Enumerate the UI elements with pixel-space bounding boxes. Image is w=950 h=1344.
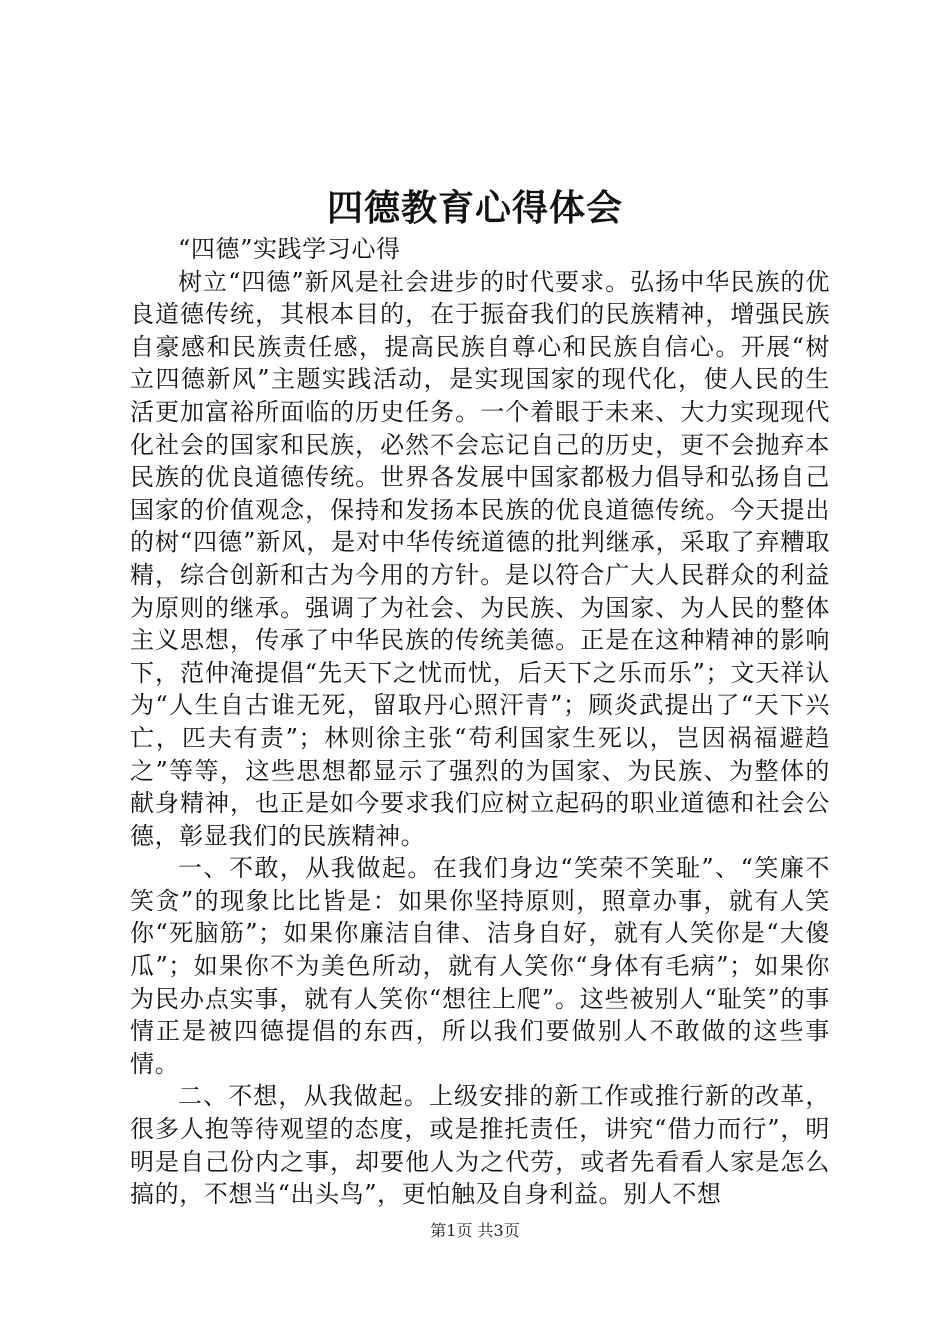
paragraph-not-dare: 一、不敢，从我做起。在我们身边“笑荣不笑耻”、“笑廉不笑贪”的现象比比皆是：如果你坚持原则，照章办事，就有人笑你“死脑筋”；如果你廉洁自律、洁身自好，就有人笑你是“大傻瓜”；如果你不为美色所动，就有人笑你“身体有毛病”；如果你为民办点实事，就有人笑你“想往上爬”。这些被别人“耻笑”的事情正是被四德提倡的东西，所以我们要做别人不敢做的这些事情。 (130, 854, 830, 1078)
paragraph-intro: 树立“四德”新风是社会进步的时代要求。弘扬中华民族的优良道德传统，其根本目的，在于振奋我们的民族精神，增强民族自豪感和民族责任感，提高民族自尊心和民族自信心。开展“树立四德新风”主题实践活动，是实现国家的现代化，使人民的生活更加富裕所面临的历史任务。一个着眼于未来、大力实现现代化社会的国家和民族，必然不会忘记自己的历史，更不会抛弃本民族的优良道德传统。世界各发展中国家都极力倡导和弘扬自己国家的价值观念，保持和发扬本民族的优良道德传统。今天提出的树“四德”新风，是对中华传统道德的批判继承，采取了弃糟取精，综合创新和古为今用的方针。是以符合广大人民群众的利益为原则的继承。强调了为社会、为民族、为国家、为人民的整体主义思想，传承了中华民族的传统美德。正是在这种精神的影响下，范仲淹提倡“先天下之忧而忧，后天下之乐而乐”；文天祥认为“人生自古谁无死，留取丹心照汗青”；顾炎武提出了“天下兴亡，匹夫有责”；林则徐主张“苟利国家生死以，岂因祸福避趋之”等等，这些思想都显示了强烈的为国家、为民族、为整体的献身精神，也正是如今要求我们应树立起码的职业道德和社会公德，彰显我们的民族精神。 (130, 267, 830, 850)
page-footer: 第1页 共3页 (430, 1221, 520, 1240)
paragraph-not-want: 二、不想，从我做起。上级安排的新工作或推行新的改革，很多人抱等待观望的态度，或是推托责任，讲究“借力而行”，明明是自己份内之事，却要他人为之代劳，或者先看看人家是怎么搞的，不想当“出头鸟”，更怕触及自身利益。别人不想 (130, 1082, 830, 1209)
subtitle-line: “四德”实践学习心得 (178, 235, 401, 263)
document-body (130, 233, 830, 1211)
document-title: 四德教育心得体会 (326, 187, 623, 229)
